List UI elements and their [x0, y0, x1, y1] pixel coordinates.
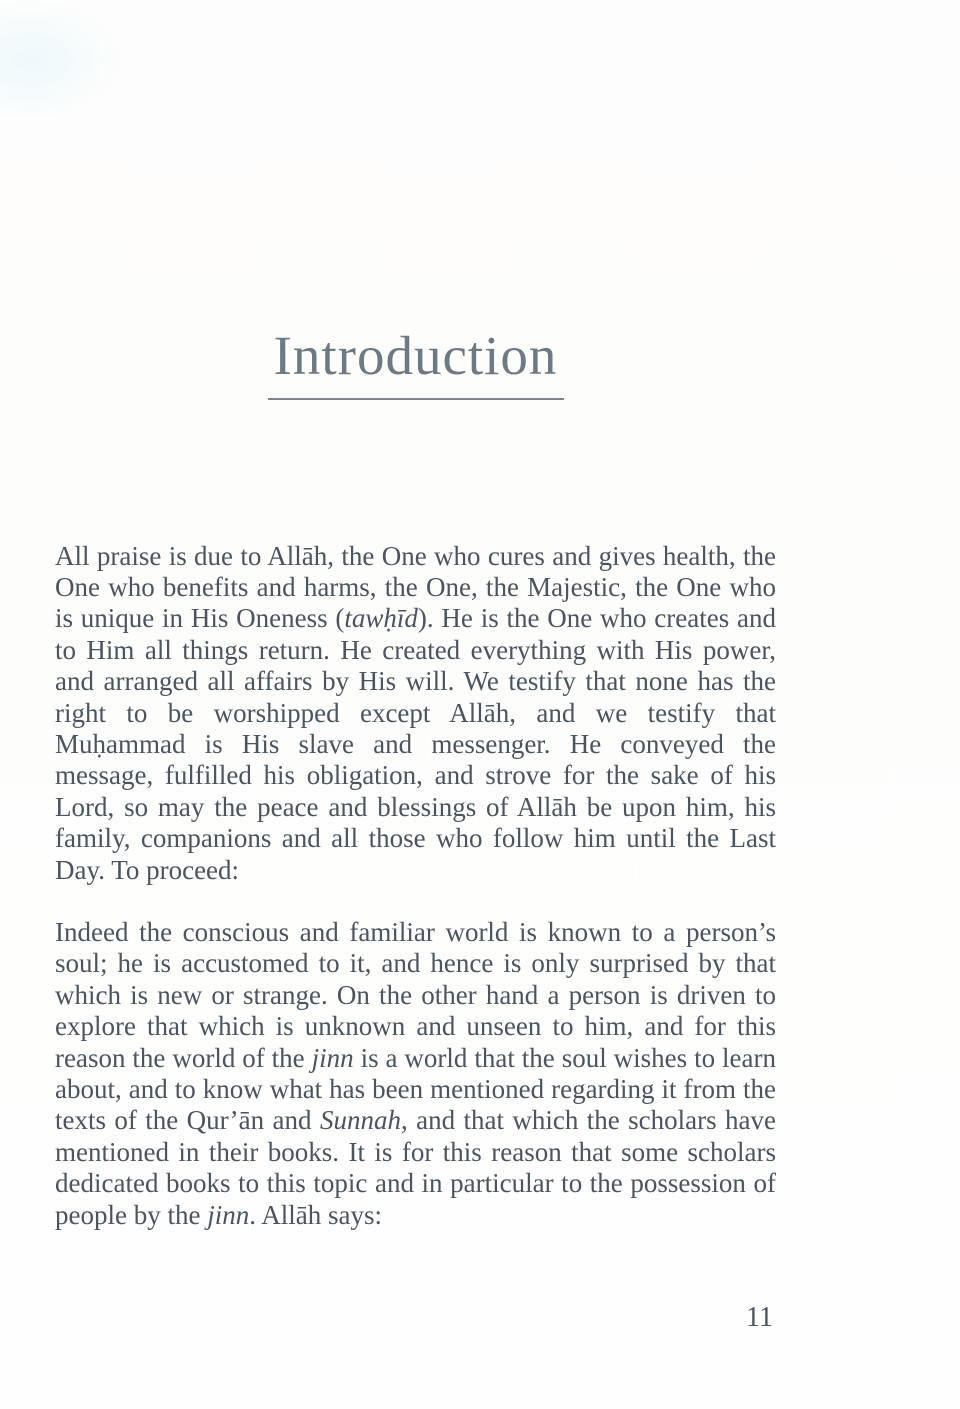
title-rule — [268, 398, 564, 400]
italic-term: tawḥīd — [344, 603, 418, 634]
text-segment: All praise is due to Allāh, the One who cures and gives health, the One who benefits and harms, the One, the Majestic, the One who is unique in His Oneness ( — [55, 540, 776, 634]
italic-term: Sunnah — [319, 1105, 401, 1136]
chapter-title: Introduction — [273, 325, 558, 386]
paragraph — [55, 541, 776, 886]
text-segment: , and that which the scholars have mentioned in their books. It is for this reason that some scholars dedicated books to this topic and in particular to the possession of people by the — [55, 1105, 777, 1230]
body-text — [55, 541, 776, 1232]
paragraph — [55, 917, 776, 1231]
page-number: 11 — [746, 1302, 773, 1333]
italic-term: jinn — [311, 1042, 354, 1073]
text-segment: ). He is the One who creates and to Him all things return. He created everything with His power, and arranged all affairs by His will. We testify that none has the right to be worshipped except Allāh, and we testify that Muḥammad is His slave and messenger. He conveyed the message, fulfilled his obligation, and strove for the sake of his Lord, so may the peace and blessings of Allāh be upon him, his family, companions and all those who follow him until the Last Day. To proceed: — [55, 603, 776, 885]
text-segment: is a world that the soul wishes to learn about, and to know what has been mentioned regarding it from the texts of the Qur’ān and — [55, 1042, 776, 1136]
italic-term: jinn — [207, 1199, 250, 1230]
text-column — [55, 0, 776, 1231]
chapter-header — [55, 326, 776, 400]
text-segment: Indeed the conscious and familiar world is known to a person’s soul; he is accustomed to it, and hence is only surprised by that which is new or strange. On the other hand a person is driven to explore that which is unknown and unseen to him, and for this reason the world of the — [55, 916, 776, 1073]
text-segment: . Allāh says: — [249, 1199, 382, 1230]
